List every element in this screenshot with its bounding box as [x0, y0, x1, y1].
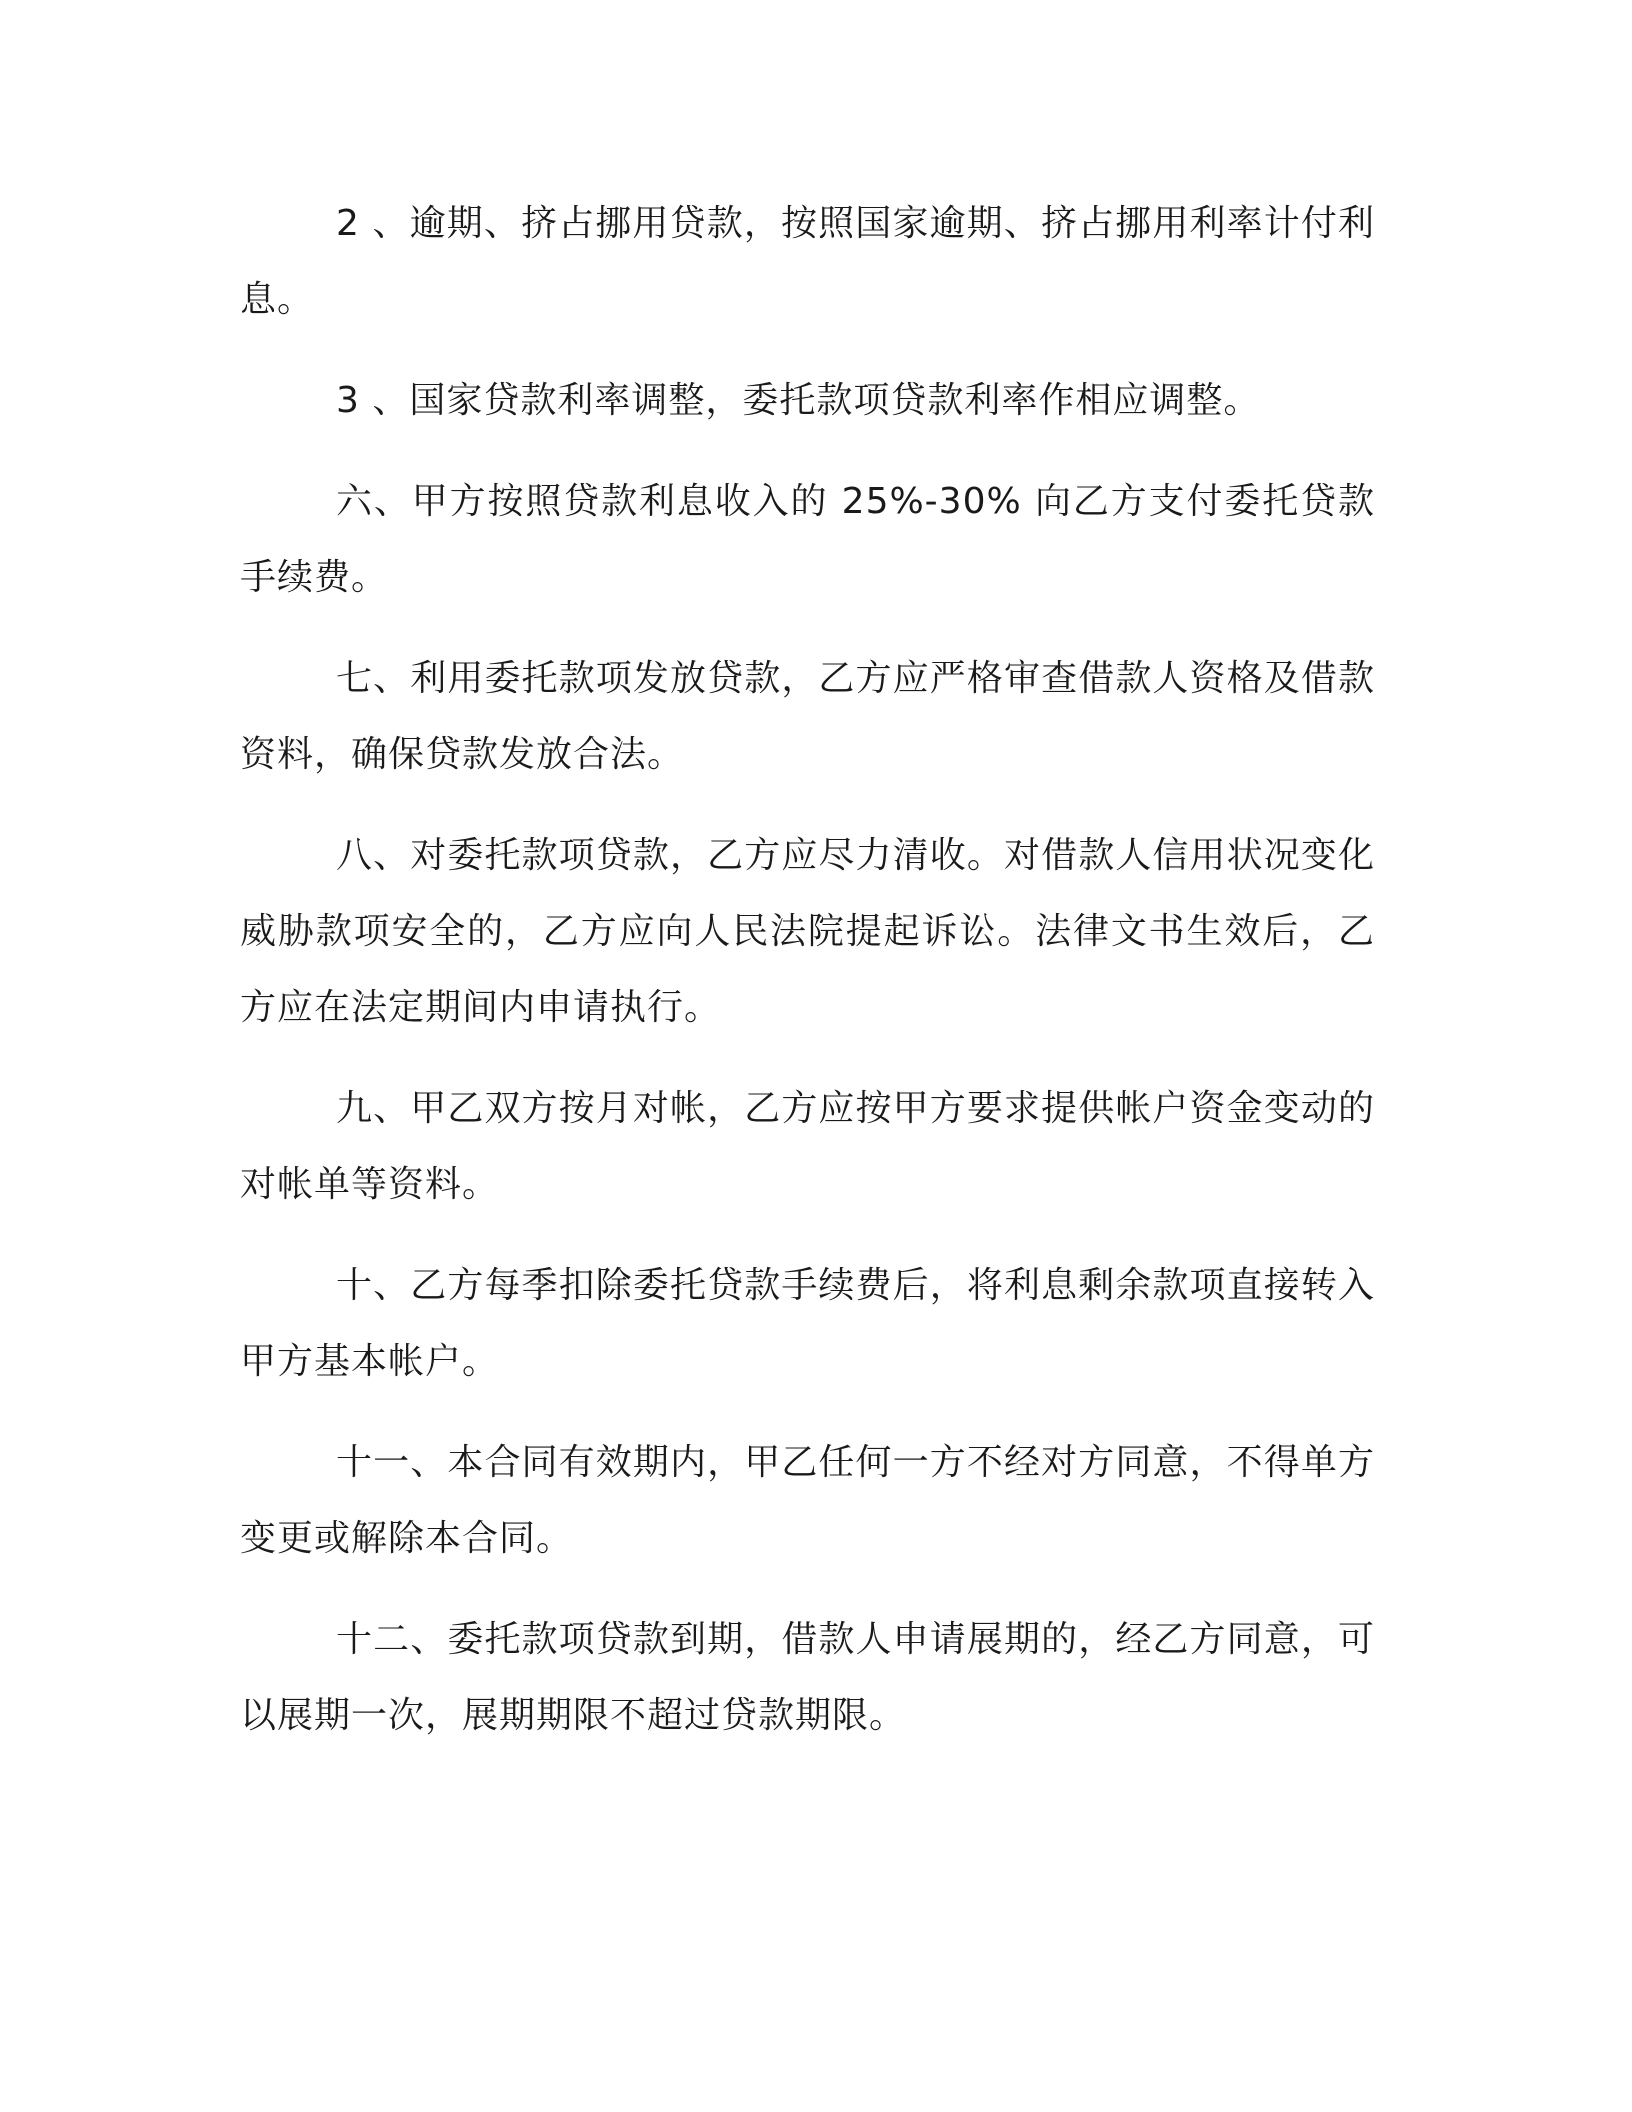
clause-paragraph-10: 十、乙方每季扣除委托贷款手续费后，将利息剩余款项直接转入甲方基本帐户。 [240, 1265, 1375, 1382]
clause-paragraph-6: 六、甲方按照贷款利息收入的 25%-30% 向乙方支付委托贷款手续费。 [240, 481, 1375, 598]
clause-paragraph-3: 3 、国家贷款利率调整，委托款项贷款利率作相应调整。 [336, 380, 1261, 421]
clause-paragraph-2: 2 、逾期、挤占挪用贷款，按照国家逾期、挤占挪用利率计付利息。 [240, 203, 1375, 320]
clause-paragraph-11: 十一、本合同有效期内，甲乙任何一方不经对方同意，不得单方变更或解除本合同。 [240, 1442, 1375, 1559]
clause-paragraph-7: 七、利用委托款项发放贷款，乙方应严格审查借款人资格及借款资料，确保贷款发放合法。 [240, 658, 1375, 775]
clause-paragraph-12: 十二、委托款项贷款到期，借款人申请展期的，经乙方同意，可以展期一次，展期期限不超过贷款期限。 [240, 1619, 1375, 1736]
clause-paragraph-9: 九、甲乙双方按月对帐，乙方应按甲方要求提供帐户资金变动的对帐单等资料。 [240, 1088, 1375, 1205]
document-body [240, 186, 1375, 1779]
clause-paragraph-8: 八、对委托款项贷款，乙方应尽力清收。对借款人信用状况变化威胁款项安全的，乙方应向人民法院提起诉讼。法律文书生效后，乙方应在法定期间内申请执行。 [240, 835, 1375, 1028]
